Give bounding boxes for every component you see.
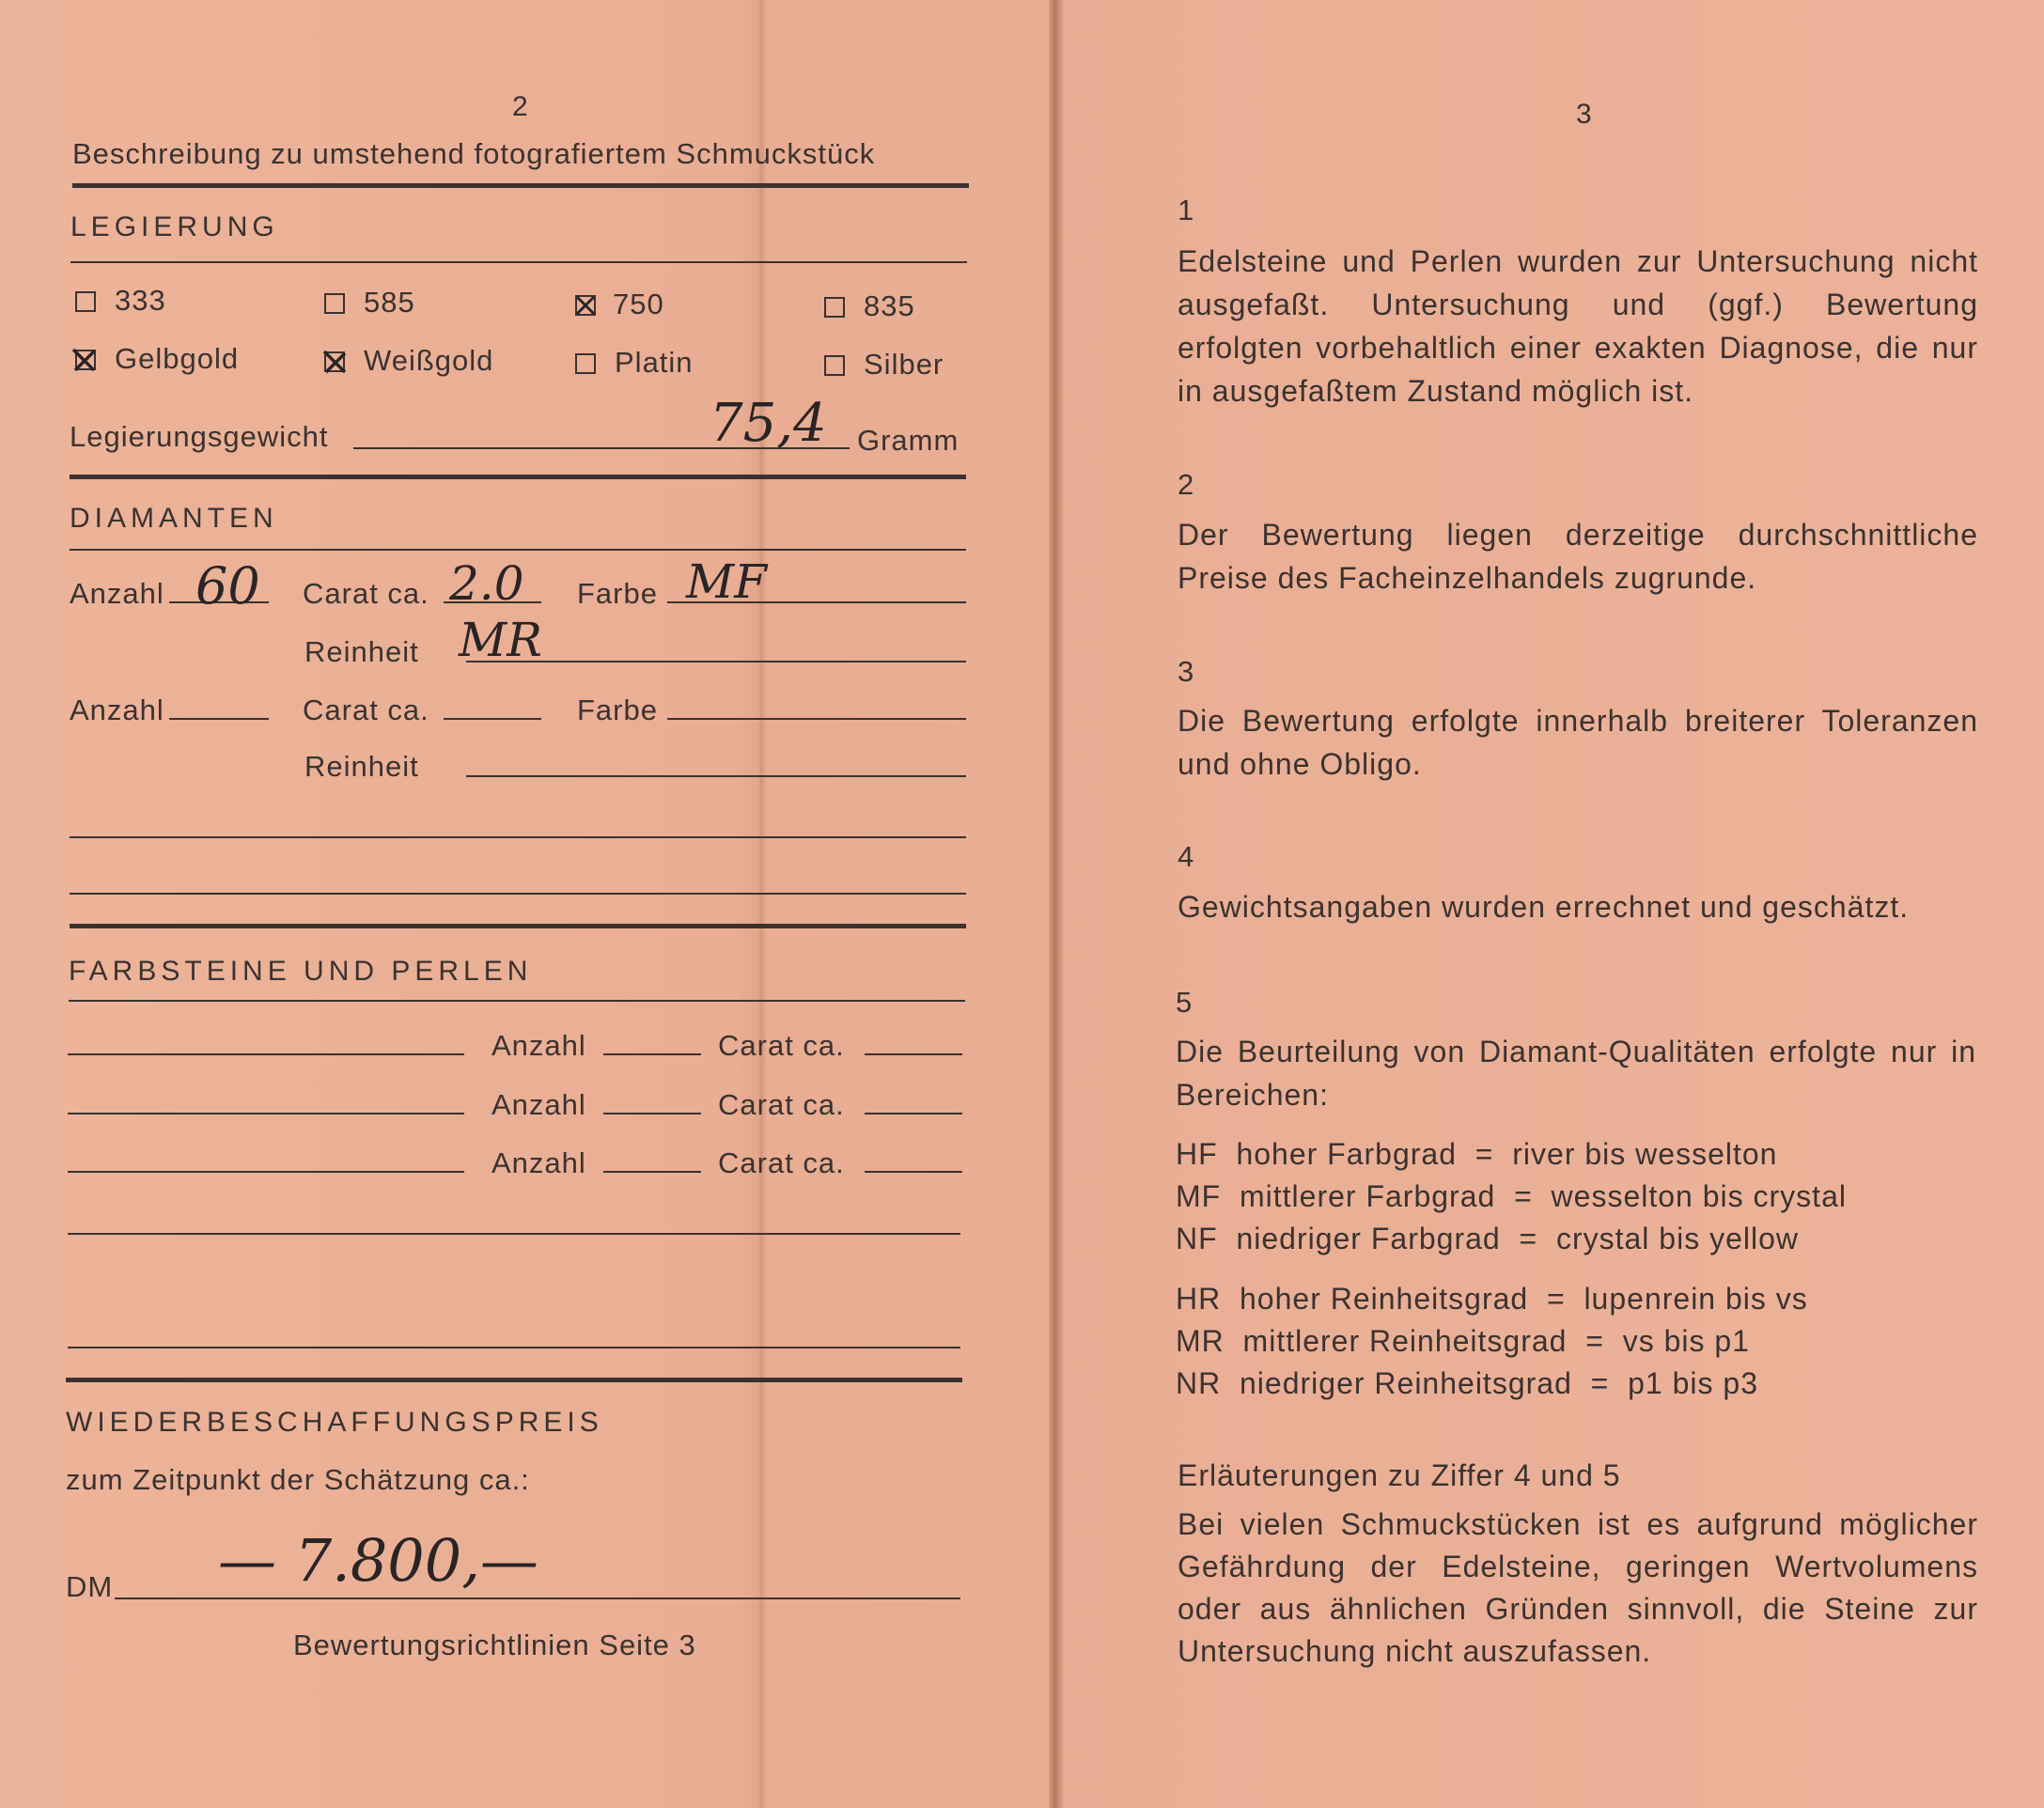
stone-name-field-line[interactable]	[68, 1171, 464, 1173]
farbsteine-heading: FARBSTEINE UND PERLEN	[69, 956, 533, 987]
reinheitsgrad-line: NR niedriger Reinheitsgrad = p1 bis p3	[1176, 1366, 1758, 1400]
anzahl-field-line-2[interactable]	[169, 718, 269, 720]
reinheitsgrad-line: MR mittlerer Reinheitsgrad = vs bis p1	[1176, 1324, 1750, 1358]
stone-name-field-line[interactable]	[68, 1113, 464, 1114]
carat-field-line[interactable]	[865, 1113, 962, 1114]
farbgrad-line: MF mittlerer Farbgrad = wesselton bis crystal	[1176, 1179, 1847, 1213]
checkbox-box[interactable]	[824, 297, 845, 318]
check-x-icon	[320, 348, 349, 376]
carat-label: Carat ca.	[718, 1088, 845, 1121]
checkbox-box-checked[interactable]	[575, 295, 596, 316]
section-rule	[70, 475, 966, 479]
farbe-handwritten-value: MF	[686, 554, 767, 609]
checkbox-label: Weißgold	[364, 344, 494, 377]
title-rule	[72, 183, 969, 188]
checkbox-label: Gelbgold	[115, 342, 240, 375]
checkbox-label: 585	[364, 286, 415, 319]
carat-label: Carat ca.	[303, 577, 429, 610]
check-x-icon	[70, 346, 98, 374]
farbe-label: Farbe	[577, 577, 658, 610]
carat-field-line-2[interactable]	[444, 718, 541, 720]
currency-label: DM	[66, 1570, 114, 1603]
item-text: Der Bewertung liegen derzeitige durchschnittliche Preise des Facheinzelhandels zugrunde.	[1178, 518, 1978, 595]
price-handwritten-value: — 7.800,—	[218, 1526, 538, 1595]
anzahl-label: Anzahl	[70, 577, 164, 610]
page-number-left: 2	[512, 91, 528, 122]
diamanten-heading: DIAMANTEN	[70, 503, 278, 534]
carat-field-line[interactable]	[865, 1053, 962, 1055]
page-title: Beschreibung zu umstehend fotografiertem Schmuckstück	[72, 137, 876, 170]
checkbox-label: Platin	[615, 346, 694, 379]
section-rule	[70, 924, 966, 928]
price-field-line[interactable]	[115, 1598, 960, 1599]
item-number: 2	[1178, 468, 1194, 501]
checkbox-label: 835	[864, 289, 915, 322]
section-rule	[66, 1378, 962, 1382]
weight-unit: Gramm	[857, 424, 960, 457]
item-text: Die Bewertung erfolgte innerhalb breiterer Toleranzen und ohne Obligo.	[1178, 704, 1978, 781]
blank-field-line[interactable]	[70, 836, 966, 838]
anzahl-field-line[interactable]	[603, 1053, 701, 1055]
weight-handwritten-value: 75,4	[710, 393, 827, 454]
reinheit-label: Reinheit	[304, 635, 419, 668]
item-number: 1	[1178, 194, 1194, 226]
item-number: 4	[1178, 840, 1194, 873]
anzahl-field-line[interactable]	[603, 1171, 701, 1173]
checkbox-box-checked[interactable]	[75, 350, 96, 370]
item-number: 5	[1176, 986, 1193, 1019]
anzahl-handwritten-value: 60	[195, 556, 260, 616]
checkbox-label: 750	[613, 288, 664, 320]
checkbox-box[interactable]	[324, 293, 345, 314]
carat-label: Carat ca.	[718, 1146, 845, 1179]
booklet-fold	[1049, 0, 1064, 1808]
preis-footer: Bewertungsrichtlinien Seite 3	[293, 1629, 696, 1661]
anzahl-label: Anzahl	[491, 1146, 586, 1179]
anzahl-label-2: Anzahl	[70, 694, 164, 726]
preis-heading: WIEDERBESCHAFFUNGSPREIS	[66, 1407, 603, 1438]
checkbox-box-checked[interactable]	[324, 351, 345, 372]
blank-field-line[interactable]	[68, 1347, 960, 1348]
checkbox-label: Silber	[864, 348, 944, 381]
item-text: Edelsteine und Perlen wurden zur Untersuchung nicht ausgefaßt. Untersuchung und (ggf.) Bewertung erfolgten vorbehaltlich einer exakten Diagnose, die nur in ausgefaßtem Zustand möglich ist.	[1178, 244, 1978, 408]
anzahl-label: Anzahl	[491, 1029, 586, 1062]
divider	[69, 1000, 965, 1002]
item-text: Die Beurteilung von Diamant-Qualitäten erfolgte nur in Bereichen:	[1176, 1035, 1976, 1112]
erlaeuterung-text: Bei vielen Schmuckstücken ist es aufgrund möglicher Gefährdung der Edelsteine, geringen Wertvolumens oder aus ähnlichen Gründen sinnvoll, die Steine zur Untersuchung nicht auszufassen.	[1178, 1507, 1978, 1668]
farbe-field-line-2[interactable]	[667, 718, 966, 720]
anzahl-field-line[interactable]	[603, 1113, 701, 1114]
check-x-icon	[575, 295, 596, 316]
stone-name-field-line[interactable]	[68, 1053, 464, 1055]
page-number-right: 3	[1576, 99, 1592, 130]
carat-label-2: Carat ca.	[303, 694, 429, 726]
erlaeuterung-heading: Erläuterungen zu Ziffer 4 und 5	[1178, 1458, 1621, 1492]
checkbox-box[interactable]	[824, 355, 845, 376]
carat-field-line[interactable]	[865, 1171, 962, 1173]
blank-field-line[interactable]	[68, 1233, 960, 1235]
carat-label: Carat ca.	[718, 1029, 845, 1062]
reinheit-handwritten-value: MR	[459, 613, 542, 667]
checkbox-box[interactable]	[575, 353, 596, 374]
farbgrad-line: HF hoher Farbgrad = river bis wesselton	[1176, 1137, 1778, 1171]
checkbox-label: 333	[115, 284, 166, 317]
item-text: Gewichtsangaben wurden errechnet und geschätzt.	[1178, 890, 1910, 924]
farbe-label-2: Farbe	[577, 694, 658, 726]
item-number: 3	[1178, 655, 1194, 688]
reinheit-label-2: Reinheit	[304, 750, 419, 783]
farbgrad-line: NF niedriger Farbgrad = crystal bis yellow	[1176, 1222, 1799, 1255]
anzahl-label: Anzahl	[491, 1088, 586, 1121]
blank-field-line[interactable]	[70, 893, 966, 895]
reinheitsgrad-line: HR hoher Reinheitsgrad = lupenrein bis vs	[1176, 1282, 1808, 1316]
divider	[70, 549, 966, 551]
preis-subline: zum Zeitpunkt der Schätzung ca.:	[66, 1463, 530, 1496]
divider	[70, 261, 967, 263]
legierungsgewicht-label: Legierungsgewicht	[70, 420, 329, 453]
checkbox-box[interactable]	[75, 291, 96, 312]
reinheit-field-line-2[interactable]	[466, 775, 966, 777]
carat-handwritten-value: 2.0	[449, 556, 524, 611]
legierung-heading: LEGIERUNG	[70, 211, 279, 242]
